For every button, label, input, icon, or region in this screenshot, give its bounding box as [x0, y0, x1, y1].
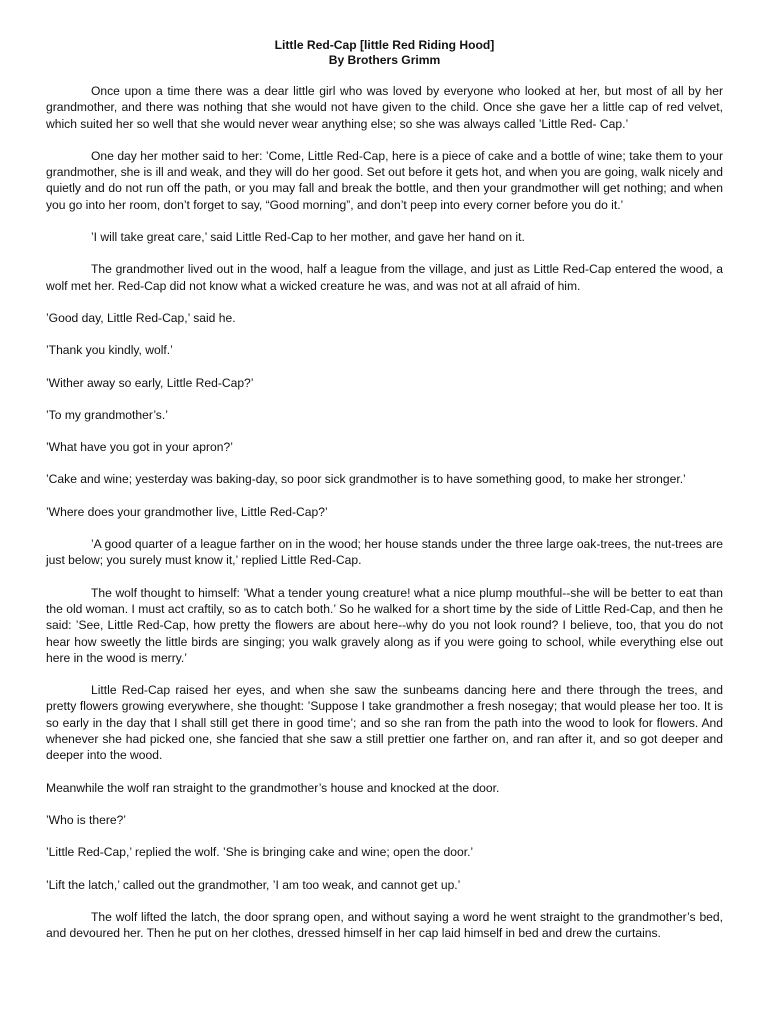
paragraph: One day her mother said to her: ’Come, Little Red-Cap, here is a piece of cake and a bottle of wine; take them to your grandmother, she is ill and weak, and they will do her good. Set out before it gets hot, and when you are going, walk nicely and quietly and do not run off the path, or you may fall and break the bottle, and then your grandmother will get nothing; and when you go into her room, don’t forget to say, “Good morning”, and don’t peep into every corner before you do it.’ [46, 148, 723, 212]
paragraph: Little Red-Cap raised her eyes, and when she saw the sunbeams dancing here and there through the trees, and pretty flowers growing everywhere, she thought: ’Suppose I take grandmother a fresh nosegay; that would please her too. It is so early in the day that I shall still get there in good time’; and so she ran from the path into the wood to look for flowers. And whenever she had picked one, she fancied that she saw a still prettier one farther on, and ran after it, and so got deeper and deeper into the wood. [46, 683, 723, 763]
paragraph: The grandmother lived out in the wood, half a league from the village, and just as Little Red-Cap entered the wood, a wolf met her. Red-Cap did not know what a wicked creature he was, and was not at all afraid of him. [46, 262, 723, 293]
document-author: By Brothers Grimm [328, 53, 441, 67]
paragraph: ’I will take great care,’ said Little Red-Cap to her mother, and gave her hand on it. [91, 230, 525, 245]
paragraph: ’Thank you kindly, wolf.’ [46, 343, 173, 358]
paragraph: ’Little Red-Cap,’ replied the wolf. ’She is bringing cake and wine; open the door.’ [46, 845, 474, 860]
paragraph: Meanwhile the wolf ran straight to the grandmother’s house and knocked at the door. [46, 780, 500, 795]
paragraph: The wolf lifted the latch, the door sprang open, and without saying a word he went straight to the grandmother’s bed, and devoured her. Then he put on her clothes, dressed himself in her cap laid himself in bed and drew the curtains. [46, 909, 723, 941]
paragraph: ’Cake and wine; yesterday was baking-day, so poor sick grandmother is to have something good, to make her stronger.’ [46, 472, 686, 487]
paragraph: The wolf thought to himself: ’What a tender young creature! what a nice plump mouthful--she will be better to eat than the old woman. I must act craftily, so as to catch both.’ So he walked for a short time by the side of Little Red-Cap, and then he said: ’See, Little Red-Cap, how pretty the flowers are about here--why do you not look round? I believe, too, that you do not hear how sweetly the little birds are singing; you walk gravely along as if you were going to school, while everything else out here in the wood is merry.’ [46, 585, 723, 665]
paragraph: ’A good quarter of a league farther on in the wood; her house stands under the three large oak-trees, the nut-trees are just below; you surely must know it,’ replied Little Red-Cap. [46, 537, 723, 568]
title-block [46, 38, 723, 68]
paragraph: ’Lift the latch,’ called out the grandmother, ’I am too weak, and cannot get up.’ [46, 877, 461, 892]
paragraph: ’Wither away so early, Little Red-Cap?’ [46, 375, 254, 390]
paragraph: ’To my grandmother’s.’ [46, 407, 168, 422]
document-title: Little Red-Cap [little Red Riding Hood] [274, 38, 495, 52]
paragraph: ’What have you got in your apron?’ [46, 440, 233, 455]
paragraph: Once upon a time there was a dear little girl who was loved by everyone who looked at her, but most of all by her grandmother, and there was nothing that she would not have given to the child. Once she gave her a little cap of red velvet, which suited her so well that she would never wear anything else; so she was always called ’Little Red- Cap.’ [46, 84, 723, 131]
document-page [46, 38, 723, 957]
paragraph: ’Who is there?’ [46, 812, 126, 827]
paragraph: ’Good day, Little Red-Cap,’ said he. [46, 310, 236, 325]
paragraph: ’Where does your grandmother live, Little Red-Cap?’ [46, 504, 328, 519]
